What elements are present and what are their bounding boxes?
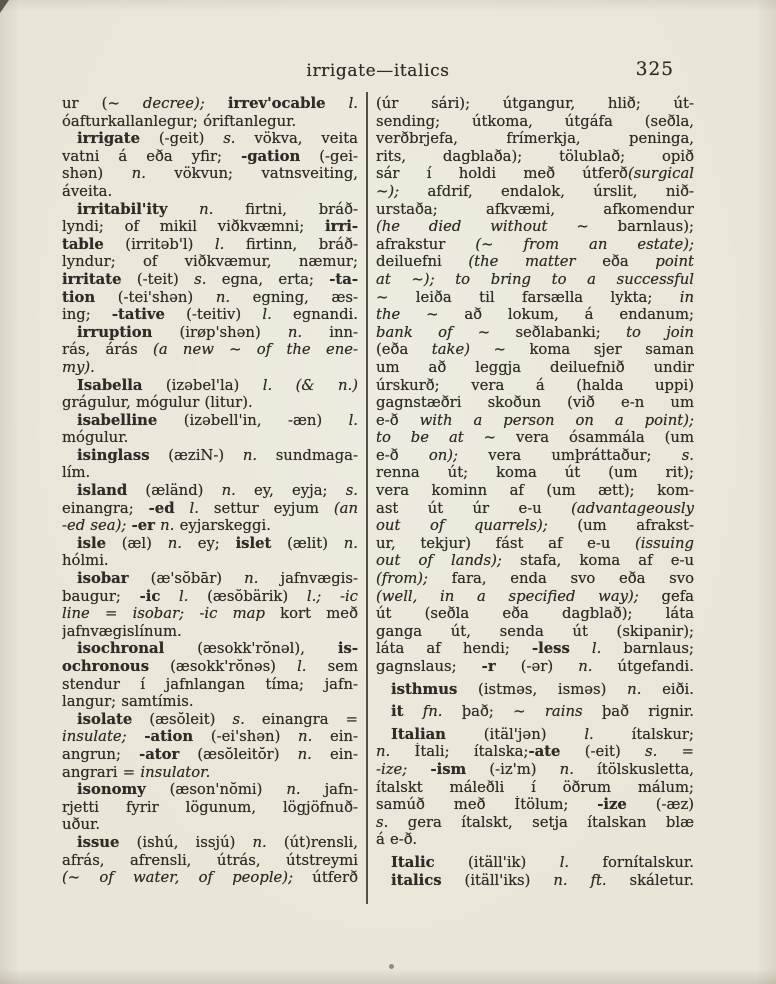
dictionary-line: irritabil'ity n. firtni, bráð- <box>77 200 358 218</box>
dictionary-line: angrun; -ator (æsŏleitŏr) n. ein- <box>62 745 358 763</box>
dictionary-line: it fn. það; ~ rains það rignir. <box>391 703 694 721</box>
dictionary-line: urstaða; afkvæmi, afkomendur <box>376 200 694 218</box>
dictionary-line: vera kominn af (um ætt); kom- <box>376 482 694 500</box>
dictionary-line: island (æländ) n. ey, eyja; s. <box>77 482 358 500</box>
dictionary-line: út (seðla eða dagblað); láta <box>376 605 694 623</box>
dictionary-line: Isabella (izəbel'la) l. (& n.) <box>77 376 358 394</box>
dictionary-line: rits, dagblaða); tölublað; opið <box>376 147 694 165</box>
dictionary-line: (~ of water, of people); útferð <box>62 869 358 887</box>
dictionary-line: verðbrjefa, frímerkja, peninga, <box>376 130 694 148</box>
dictionary-line: (eða take) ~ koma sjer saman <box>376 341 694 359</box>
dictionary-line: line = isobar; -ic map kort með <box>62 605 358 623</box>
dictionary-line: angrari = insulator. <box>62 763 211 781</box>
dictionary-line: einangra; -ed l. settur eyjum (an <box>62 499 358 517</box>
dictionary-line: out of lands); stafa, koma af e-u <box>376 552 694 570</box>
column-right <box>376 95 694 889</box>
dictionary-line: isolate (æsŏleit) s. einangra = <box>77 710 358 728</box>
page-number: 325 <box>635 59 674 80</box>
dictionary-line: (úr sári); útgangur, hlið; út- <box>376 95 694 112</box>
dictionary-line: tion (-tei'shən) n. egning, æs- <box>62 288 358 306</box>
dictionary-line: irritate (-teit) s. egna, erta; -ta- <box>62 270 358 288</box>
dictionary-line: -ed sea); -er n. eyjarskeggi. <box>62 517 271 535</box>
dictionary-line: to be at ~ vera ósammála (um <box>376 429 694 447</box>
dictionary-line: out of quarrels); (um afrakst- <box>376 517 694 535</box>
dictionary-line: lím. <box>62 464 91 482</box>
dictionary-line: ur, tekjur) fást af e-u (issuing <box>376 534 694 552</box>
column-left <box>62 95 358 887</box>
dictionary-line: ing; -tative (-teitiv) l. egnandi. <box>62 306 358 324</box>
dictionary-line: úrskurð; vera á (halda uppi) <box>376 376 694 394</box>
dictionary-line: italics (itäll'iks) n. ft. skáletur. <box>391 871 694 889</box>
dictionary-line: uður. <box>62 816 101 834</box>
dictionary-line: Italic (itäll'ik) l. fornítalskur. <box>391 853 694 871</box>
dictionary-line: issue (ishú, issjú) n. (út)rensli, <box>77 833 358 851</box>
ink-dot-artifact <box>389 964 394 969</box>
dictionary-line: ur (~ decree); irrev'ocable l. <box>62 95 358 112</box>
dictionary-line: sending; útkoma, útgáfa (seðla, <box>376 112 694 130</box>
column-divider-rule <box>366 92 368 904</box>
dictionary-line: áveita. <box>62 182 113 200</box>
dictionary-line: rás, árás (a new ~ of the ene- <box>62 341 358 359</box>
dictionary-line: ochronous (æsokk'rŏnəs) l. sem <box>62 658 358 675</box>
dictionary-line: baugur; -ic l. (æsŏbärik) l.; -ic <box>62 587 358 605</box>
dictionary-line: (well, in a specified way); gefa <box>376 587 694 605</box>
dictionary-line: lyndi; of mikil viðkvæmni; irri- <box>62 218 358 236</box>
dictionary-line: (he died without ~ barnlaus); <box>376 218 694 236</box>
dictionary-line: isinglass (æziN-) n. sundmaga- <box>77 446 358 464</box>
dictionary-line: irrigate (-geit) s. vökva, veita <box>77 130 358 148</box>
dictionary-line: grágulur, mógulur (litur). <box>62 394 253 412</box>
dictionary-line: -ize; -ism (-iz'm) n. ítölskusletta, <box>376 760 694 778</box>
dictionary-line: rjetti fyrir lögunum, lögjöfnuð- <box>62 798 358 816</box>
dictionary-line: Italian (itäl'jən) l. ítalskur; <box>391 725 694 743</box>
dictionary-line: ganga út, senda út (skipanir); <box>376 622 694 640</box>
dictionary-line: gagnslaus; -r (-ər) n. útgefandi. <box>376 658 694 675</box>
dictionary-line: irruption (irøp'shən) n. inn- <box>77 323 358 341</box>
dictionary-line: e-ð with a person on a point); <box>376 411 694 429</box>
dictionary-line: afrakstur (~ from an estate); <box>376 235 694 253</box>
dictionary-line: isobar (æ'sŏbār) n. jafnvægis- <box>77 570 358 588</box>
dictionary-line: at ~); to bring to a successful <box>376 270 694 288</box>
dictionary-line: s. gera ítalskt, setja ítalskan blæ <box>376 813 694 831</box>
dictionary-line: afrás, afrensli, útrás, útstreymi <box>62 851 358 869</box>
dictionary-line: isle (æl) n. ey; islet (ælit) n. <box>77 534 358 552</box>
dictionary-line: my). <box>62 358 95 376</box>
dictionary-line: isabelline (izəbell'in, -æn) l. <box>77 411 358 429</box>
dictionary-line: isonomy (æson'nŏmi) n. jafn- <box>77 781 358 799</box>
running-head <box>62 59 694 83</box>
dictionary-line: láta af hendi; -less l. barnlaus; <box>376 640 694 658</box>
dictionary-line: table (irritəb'l) l. firtinn, bráð- <box>62 235 358 253</box>
dictionary-line: insulate; -ation (-ei'shən) n. ein- <box>62 728 358 746</box>
dictionary-line: e-ð on); vera umþráttaður; s. <box>376 446 694 464</box>
dictionary-line: mógulur. <box>62 429 129 447</box>
dictionary-line: ~ leiða til farsælla lykta; in <box>376 288 694 306</box>
dictionary-line: jafnvægislínum. <box>62 622 182 640</box>
dictionary-line: ~); afdrif, endalok, úrslit, nið- <box>376 182 694 200</box>
dictionary-line: um að leggja deiluefnið undir <box>376 358 694 376</box>
dictionary-line: ítalskt máleðli í öðrum málum; <box>376 778 694 796</box>
dictionary-line: á e-ð. <box>376 831 418 849</box>
dictionary-line: ast út úr e-u (advantageously <box>376 499 694 517</box>
dictionary-line: lyndur; of viðkvæmur, næmur; <box>62 253 358 271</box>
dictionary-line: bank of ~ seðlabanki; to join <box>376 323 694 341</box>
dictionary-line: gagnstæðri skoðun (við e-n um <box>376 394 694 412</box>
dictionary-line: stendur í jafnlangan tíma; jafn- <box>62 675 358 693</box>
dictionary-line: shən) n. vökvun; vatnsveiting, <box>62 165 358 183</box>
dictionary-line: sár í holdi með útferð(surgical <box>376 165 694 183</box>
dictionary-line: deiluefni (the matter eða point <box>376 253 694 271</box>
scan-corner-artifact <box>0 0 9 13</box>
dictionary-line: langur; samtímis. <box>62 693 194 711</box>
guide-words: irrigate—italics <box>306 61 450 81</box>
dictionary-line: the ~ að lokum, á endanum; <box>376 306 694 324</box>
dictionary-line: vatni á eða yfir; -gation (-gei- <box>62 147 358 165</box>
dictionary-line: n. Ítali; ítalska;-ate (-eit) s. = <box>376 743 694 761</box>
dictionary-line: óafturkallanlegur; óriftanlegur. <box>62 112 297 130</box>
dictionary-line: renna út; koma út (um rit); <box>376 464 694 482</box>
dictionary-line: hólmi. <box>62 552 109 570</box>
dictionary-line: (from); fara, enda svo eða svo <box>376 570 694 588</box>
dictionary-line: samúð með Ítölum; -ize (-æz) <box>376 796 694 814</box>
dictionary-line: isthmus (istməs, isməs) n. eiði. <box>391 680 694 698</box>
dictionary-line: isochronal (æsokk'rŏnəl), is- <box>77 640 358 658</box>
